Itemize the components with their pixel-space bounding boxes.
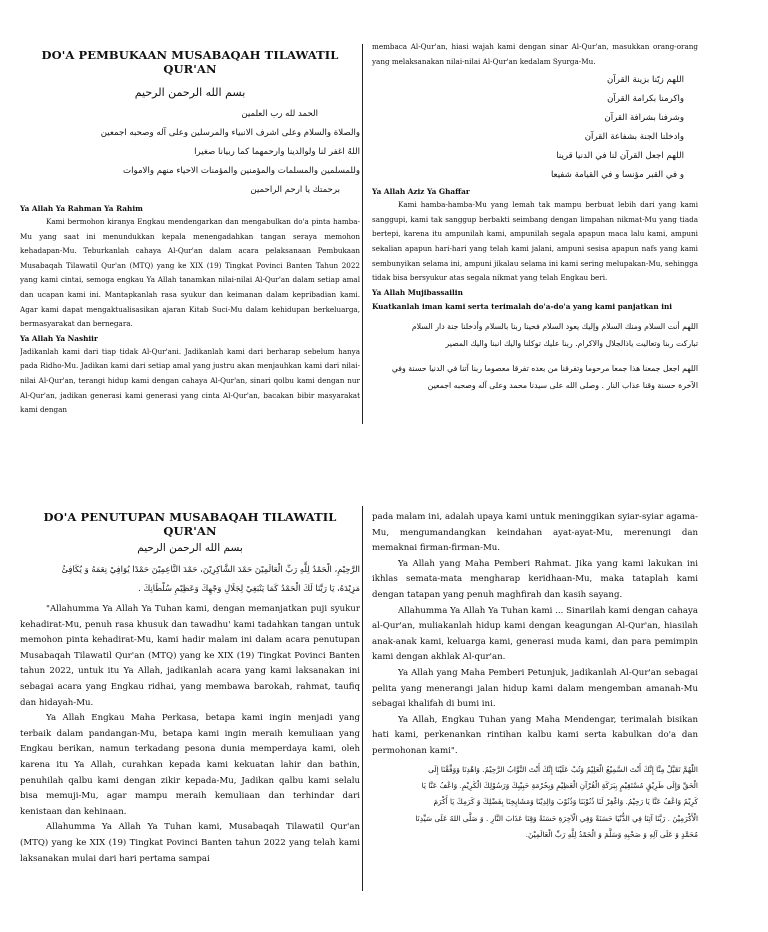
arabic-line: اللهم زيّنا بزينة القرآن (607, 75, 684, 86)
arabic-closing-block (372, 318, 698, 394)
paragraph: Allahumma Ya Allah Ya Tuhan kami ... Sinarilah kami dengan cahaya al-Qur'an, muliakanlah hidup kami dengan keagungan Al-Qur'an, hiasilah anak-anak kami, keluarga kami, generasi muda kami, dan para pemimpin kami dengan akhlak Al-qur'an. (372, 605, 698, 663)
arabic-line: الْحَقِّ وَإِلَى طَرِيْقٍ مُسْتَقِيْمٍ بِبَرَكَةِ الْقُرْآنِ الْعَظِيْمِ وَبِحُرْمَةِ حَبِيْبِكَ وَرَسُوْلِكَ الْكَرِيْمِ. وَاعْفُ عَنَّا يَا (421, 780, 698, 790)
arabic-line: و في القبر مؤنسا و في القيامة شفيعا (550, 170, 684, 181)
arabic-line: اللهم اجعل القرآن لنا في الدنيا قرينا (556, 151, 684, 162)
arabic-closing-block (372, 762, 698, 844)
arabic-line: وشرفنا بشرافة القرآن (604, 113, 684, 124)
left-column (20, 510, 360, 930)
basmalah: بسم الله الرحمن الرحيم (134, 86, 246, 99)
right-column (372, 40, 698, 425)
arabic-line: وللمسلمين والمسلمات والمؤمنين والمؤمنات الاحياء منهم والاموات (123, 166, 360, 176)
page-title: DO'A PENUTUPAN MUSABAQAH TILAWATIL QUR'AN (43, 510, 337, 538)
paragraph: Kami bermohon kiranya Engkau mendengarkan dan mengabulkan do'a pinta hamba-Mu yang saat ini menundukkan kepala menengadahkan tangan seraya memohon kehadapan-Mu. Teburkanlah cahaya Al-Qur'an dalam acara pelaksanaan Pembukaan Musabaqah Tilawatil Qur'an (MTQ) yang ke XIX (19) Tingkat Povinci Banten Tahun 2022 yang kami cintai, semoga engkau Ya Allah tanamkan nilai-nilai Al-Qur'an dalam setiap amal dan ucapan kami ini. Mantapkanlah rasa syukur dan keimanan dalam kepribadian kami. Agar kami dapat mengaktualisasikan ajaran Kitab Suci-Mu dalam kehidupan berkeluarga, bermasyarakat dan bernegara. (20, 217, 360, 329)
arabic-opening-block (20, 105, 360, 200)
closing-prayer-page (0, 466, 768, 932)
arabic-line: الآخرة حسنة وقنا عذاب النار . وصلى الله على سيدنا محمد وعلى آله وصحبه اجمعين (427, 380, 698, 390)
paragraph: Ya Allah yang Maha Pemberi Rahmat. Jika yang kami lakukan ini ikhlas semata-mata mengharap keridhaan-Mu, maka tataplah kami dengan tatapan yang penuh maghfirah dan kasih sayang. (372, 558, 698, 600)
opening-prayer-page (0, 0, 768, 450)
column-divider (362, 44, 363, 424)
paragraph: Jadikanlah kami dari tiap tidak Al-Qur'ani. Jadikanlah kami dari berharap sebelum hanya pada Ridho-Mu. Jadikan kami dari setiap amal yang justru akan menjauhkan kami dari nilai-nilai Al-Qur'an, terangi hidup kami dengan cahaya Al-Qur'an, sinari qolbu kami dengan nur Al-Qur'an, jadikan generasi kami generasi yang cinta Al-Qur'an, bacakan bibir masyarakat kami dengan (20, 346, 360, 415)
arabic-line: والصلاة والسلام وعلى اشرف الانبياء والمرسلين وعلى آله وصحبه اجمعين (100, 128, 360, 138)
arabic-line: كَرِيْمُ وَاعْفُ عَنَّا يَا رَحِيْمُ. وَاغْفِرْ لَنَا ذُنُوْبَنَا وَذُنُوْبَ وَالِدِيْنَا وَمَشَايِخِنَا بِفَضْلِكَ وَ كَرَمِكَ يَا أَكْرَمَ (433, 797, 698, 807)
paragraph: membaca Al-Qur'an, hiasi wajah kami dengan sinar Al-Qur'an, masukkan orang-orang yang melaksanakan nilai-nilai Al-Qur'an kedalam Syurga-Mu. (372, 42, 698, 66)
arabic-line: مُحَمَّدٍ وَ عَلَى آلِهِ وَ صَحْبِهِ وَسَلَّمَ وَ الْحَمْدُ لِلَّهِ رَبِّ الْعَالَمِيْنَ. (525, 830, 698, 840)
arabic-line: وادخلنا الجنة بشفاعة القرآن (584, 132, 684, 143)
section-heading: Ya Allah Ya Rahman Ya Rahim (20, 204, 143, 213)
arabic-line: الرَّحِيْمِ، الْحَمْدُ لِلَّهِ رَبِّ الْعَالَمِيْنَ حَمْدَ الشَّاكِرِيْنَ، حَمْدَ النَّاعِمِيْنَ حَمْدًا يُوَافِيْ نِعَمَهُ وَ يُكَافِئُ (61, 564, 360, 574)
arabic-line: مَزِيْدَهُ، يَا رَبَّنَا لَكَ الْحَمْدُ كَمَا يَنْبَغِيْ لِجَلَالِ وَجْهِكَ وَعَظِيْمِ سُلْطَانِكَ . (138, 583, 360, 593)
paragraph: Allahumma Ya Allah Ya Tuhan kami, Musabaqah Tilawatil Qur'an (MTQ) yang ke XIX (19) Tingkat Povinci Banten tahun 2022 yang telah kami laksanakan mulai dari hari pertama sampai (20, 822, 360, 864)
paragraph: pada malam ini, adalah upaya kami untuk meninggikan syiar-syiar agama-Mu, mengumandangkan keindahan ayat-ayat-Mu, merenungi dan memaknai firman-firman-Mu. (372, 512, 698, 554)
section-heading: Ya Allah Mujibassailin (372, 287, 463, 297)
arabic-line: اللهُ اغفر لنا ولوالدينا وارحمهما كما ربيانا صغيرا (194, 147, 360, 157)
arabic-line: اللّٰهُمَّ تَقَبَّلْ مِنَّا إِنَّكَ أَنْتَ السَّمِيْعُ الْعَلِيْمُ وَتُبْ عَلَيْنَا إِنَّكَ أَنْتَ التَّوَّابُ الرَّحِيْمُ. وَاهْدِنَا وَوَفِّقْنَا إِلَى (428, 764, 698, 774)
paragraph: Ya Allah, Engkau Tuhan yang Maha Mendengar, terimalah bisikan hati kami, perkenankan rintihan kalbu kami serta kabulkan do'a dan permohonan kami". (372, 714, 698, 756)
basmalah: بسم الله الرحمن الرحيم (137, 542, 243, 554)
paragraph: Ya Allah Engkau Maha Perkasa, betapa kami ingin menjadi yang terbaik dalam pandangan-Mu, betapa kami ingin meraih kemuliaan yang Engkau berikan, namun terkadang pesona dunia memperdaya kami, oleh karena itu Ya Allah, curahkan kepada kami kekuatan lahir dan bathin, penuhilah qalbu kami dengan zikir kepada-Mu, Jadikan qalbu kami selalu bisa memuji-Mu, agar mampu meraih kemuliaan dan terhindar dari kenistaan dan kehinaan. (20, 713, 360, 817)
arabic-opening-block (20, 560, 360, 598)
paragraph: "Allahumma Ya Allah Ya Tuhan kami, dengan memanjatkan puji syukur kehadirat-Mu, penuh rasa khusuk dan tawadhu' kami tadahkan tangan untuk memohon pinta kehadirat-Mu, kami hadir malam ini dalam acara penutupan Musabaqah Tilawatil Qur'an (MTQ) yang ke XIX (19) Tingkat Povinci Banten tahun 2022, untuk itu Ya Allah, jadikanlah acara yang kami laksanakan ini sebagai acara yang Engkau ridhai, yang membawa barokah, rahmat, taufiq dan hidayah-Mu. (20, 604, 360, 708)
arabic-line: اللهم أنت السلام ومنك السلام وإليك يعود السلام فحينا ربنا بالسلام وأدخلنا جنة دار السلام (411, 321, 698, 331)
page-title: DO'A PEMBUKAAN MUSABAQAH TILAWATIL QUR'AN (41, 48, 339, 76)
section-heading: Kuatkanlah iman kami serta terimalah do'a-do'a yang kami panjatkan ini (372, 301, 673, 311)
arabic-line: اللهم اجعل جمعنا هذا جمعا مرحوما وتفرقنا من بعده تفرقا معصوما ربنا آتنا في الدنيا حسنة وفي (391, 363, 698, 373)
section-heading: Ya Allah Ya Nashiir (20, 333, 98, 343)
arabic-line: واكرمنا بكرامة القرآن (607, 94, 684, 105)
arabic-line: برحمتك يا ارحم الراحمين (250, 185, 340, 195)
arabic-line: الحمد لله رب العلمين (241, 109, 318, 119)
section-heading: Ya Allah Aziz Ya Ghaffar (372, 187, 470, 197)
column-divider (362, 506, 363, 891)
paragraph: Kami hamba-hamba-Mu yang lemah tak mampu berbuat lebih dari yang kami sanggupi, kami tak sanggup berbakti seimbang dengan limpahan nikmat-Mu yang tiada bertepi, karena itu ampunilah kami, ampunilah segala apapun maca lalu kami, ampuni sekalian apapun hari-hari yang telah kami jalani, ampuni sesisa apapun nafs yang kami sembunyikan selama ini, ampuni jikalau selama ini kami sering melupakan-Mu, sehingga tidak bisa bersyukur atas segala nikmat yang telah Engkau beri. (372, 200, 698, 283)
arabic-line: تباركت ربنا وتعاليت ياذالجلال والاكرام. ربنا عليك توكلنا واليك انبنا واليك المصير (445, 338, 698, 348)
right-column (372, 510, 698, 930)
arabic-line: الْأَكْرَمِيْنَ . رَبَّنَا آتِنَا فِي الدُّنْيَا حَسَنَةً وَفِي الْآخِرَةِ حَسَنَةً وَقِنَا عَذَابَ النَّارِ . وَ صَلَّى اللهُ عَلَى سَيِّدِنَا (415, 813, 698, 823)
arabic-prayer-block (372, 71, 698, 185)
paragraph: Ya Allah yang Maha Pemberi Petunjuk, jadikanlah Al-Qur'an sebagai pelita yang menerangi jalan hidup kami dalam mengemban amanah-Mu sebagai khalifah di bumi ini. (372, 667, 698, 710)
left-column (20, 48, 360, 428)
